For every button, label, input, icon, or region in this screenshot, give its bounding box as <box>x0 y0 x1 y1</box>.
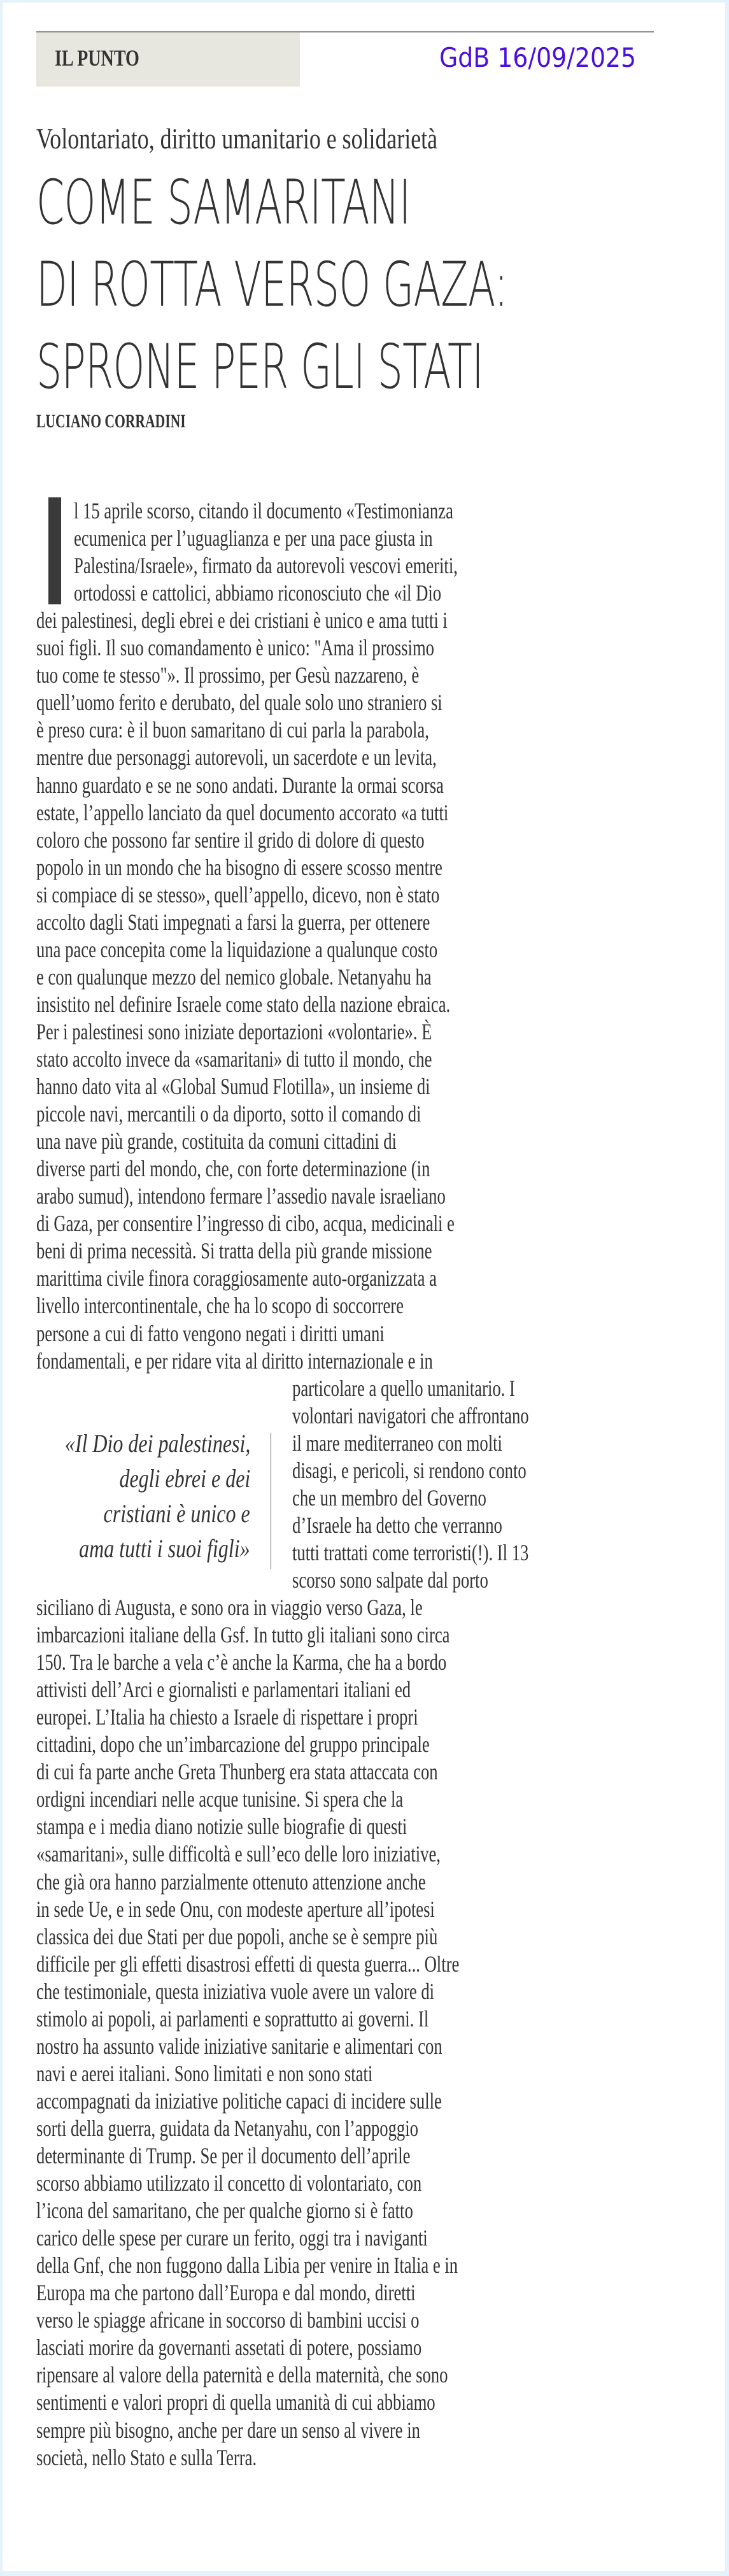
body-line: sentimenti e valori propri di quella umanità di cui abbiamo <box>36 2389 435 2416</box>
headline-line: COME SAMARITANI <box>36 167 411 238</box>
body-line: accompagnati da iniziative politiche capaci di incidere sulle <box>36 2088 442 2114</box>
body-line: una pace concepita come la liquidazione a qualunque costo <box>36 936 438 962</box>
body-line: l’icona del samaritano, che per qualche giorno si è fatto <box>36 2198 413 2224</box>
body-line: sorti della guerra, guidata da Netanyahu, con l’appoggio <box>36 2115 418 2141</box>
body-line: società, nello Stato e sulla Terra. <box>36 2444 257 2470</box>
body-line: classica dei due Stati per due popoli, anche se è sempre più <box>36 1923 438 1949</box>
body-line: attivisti dell’Arci e giornalisti e parlamentari italiani ed <box>36 1677 411 1703</box>
body-line: disagi, e pericoli, si rendono conto <box>292 1457 527 1483</box>
pull-quote-line: degli ebrei e dei <box>119 1464 250 1493</box>
body-line: Per i palestinesi sono iniziate deportazioni «volontarie». È <box>36 1018 432 1044</box>
body-line: 150. Tra le barche a vela c’è anche la Karma, che ha a bordo <box>36 1649 447 1676</box>
body-line: di cui fa parte anche Greta Thunberg era stata attaccata con <box>36 1759 438 1785</box>
body-line: marittima civile finora coraggiosamente auto-organizzata a <box>36 1265 437 1292</box>
body-line: navi e aerei italiani. Sono limitati e non sono stati <box>36 2060 373 2086</box>
body-line: livello intercontinentale, che ha lo scopo di soccorrere <box>36 1293 404 1319</box>
body-line: tuo come te stesso"». Il prossimo, per Gesù nazzareno, è <box>36 662 420 688</box>
body-line: piccole navi, mercantili o da diporto, sotto il comando di <box>36 1101 421 1127</box>
body-line: hanno guardato e se ne sono andati. Durante la ormai scorsa <box>36 772 444 798</box>
body-line: verso le spiagge africane in soccorso di bambini uccisi o <box>36 2307 420 2333</box>
body-line: quell’uomo ferito e derubato, del quale solo uno straniero si <box>36 690 442 716</box>
body-line: Europa ma che partono dall’Europa e dal mondo, diretti <box>36 2280 416 2306</box>
body-line: scorso abbiamo utilizzato il concetto di volontariato, con <box>36 2170 422 2196</box>
body-line: e con qualunque mezzo del nemico globale. Netanyahu ha <box>36 964 432 990</box>
body-line: diverse parti del mondo, che, con forte determinazione (in <box>36 1156 430 1182</box>
body-line: nostro ha assunto valide iniziative sanitarie e alimentari con <box>36 2033 442 2059</box>
body-line: insistito nel definire Israele come stato della nazione ebraica. <box>36 991 451 1017</box>
body-line: hanno dato vita al «Global Sumud Flotilla», un insieme di <box>36 1074 430 1100</box>
body-line: una nave più grande, costituita da comuni cittadini di <box>36 1128 397 1155</box>
body-line: suoi figli. Il suo comandamento è unico: "Ama il prossimo <box>36 635 434 661</box>
body-line: «samaritani», sulle difficoltà e sull’eco delle loro iniziative, <box>36 1841 441 1867</box>
body-line: ordigni incendiari nelle acque tunisine. Si spera che la <box>36 1786 404 1812</box>
body-line: Palestina/Israele», firmato da autorevoli vescovi emeriti, <box>74 553 458 579</box>
body-line: estate, l’appello lanciato da quel documento accorato «a tutti <box>36 799 449 825</box>
body-line: ecumenica per l’uguaglianza e per una pace giusta in <box>74 525 433 551</box>
body-line: che un membro del Governo <box>292 1484 486 1511</box>
date-stamp: GdB 16/09/2025 <box>439 42 637 73</box>
body-line: beni di prima necessità. Si tratta della più grande missione <box>36 1238 432 1264</box>
body-line: sempre più bisogno, anche per dare un senso al vivere in <box>36 2417 420 2443</box>
body-line: mentre due personaggi autorevoli, un sacerdote e un levita, <box>36 744 437 771</box>
body-line: scorso sono salpate dal porto <box>292 1567 488 1593</box>
body-line: d’Israele ha detto che verranno <box>292 1512 502 1538</box>
body-line: volontari navigatori che affrontano <box>292 1402 529 1428</box>
body-line: persone a cui di fatto vengono negati i diritti umani <box>36 1320 385 1346</box>
body-line: ortodossi e cattolici, abbiamo riconosciuto che «il Dio <box>74 580 442 606</box>
body-line: stimolo ai popoli, ai parlamenti e soprattutto ai governi. Il <box>36 2005 429 2032</box>
body-line: si compiace di se stesso», quell’appello, dicevo, non è stato <box>36 881 440 907</box>
body-line: della Gnf, che non fuggono dalla Libia per venire in Italia e in <box>36 2252 458 2279</box>
body-line: determinante di Trump. Se per il documento dell’aprile <box>36 2143 411 2168</box>
byline: LUCIANO CORRADINI <box>36 411 186 432</box>
body-line: accolto dagli Stati impegnati a farsi la guerra, per ottenere <box>36 909 430 935</box>
body-line: difficile per gli effetti disastrosi effetti di questa guerra... Oltre <box>36 1951 460 1977</box>
body-line: siciliano di Augusta, e sono ora in viaggio verso Gaza, le <box>36 1595 423 1620</box>
body-line: in sede Ue, e in sede Onu, con modeste aperture all’ipotesi <box>36 1896 435 1922</box>
pull-quote-line: «Il Dio dei palestinesi, <box>64 1429 250 1458</box>
body-line: che già ora hanno parzialmente ottenuto attenzione anche <box>36 1868 426 1895</box>
body-line: il mare mediterraneo con molti <box>292 1430 502 1456</box>
pull-quote-line: cristiani è unico e <box>103 1499 250 1528</box>
body-line: imbarcazioni italiane della Gsf. In tutto gli italiani sono circa <box>36 1622 450 1648</box>
body-line: che testimoniale, questa iniziativa vuole avere un valore di <box>36 1978 435 2004</box>
drop-cap <box>48 497 61 604</box>
body-line: è preso cura: è il buon samaritano di cui parla la parabola, <box>36 717 429 743</box>
body-line: carico delle spese per curare un ferito, oggi tra i naviganti <box>36 2225 428 2251</box>
body-line: di Gaza, per consentire l’ingresso di cibo, acqua, medicinali e <box>36 1211 455 1237</box>
body-line: arabo sumud), intendono fermare l’assedio navale israeliano <box>36 1183 446 1209</box>
headline-line: DI ROTTA VERSO GAZA: <box>36 249 508 320</box>
body-line: cittadini, dopo che un’imbarcazione del gruppo principale <box>36 1732 430 1758</box>
section-label: IL PUNTO <box>55 45 139 71</box>
body-line: dei palestinesi, degli ebrei e dei cristiani è unico e ama tutti i <box>36 608 448 634</box>
body-line: ripensare al valore della paternità e della maternità, che sono <box>36 2362 448 2388</box>
body-line: lasciati morire da governanti assetati di potere, possiamo <box>36 2335 422 2361</box>
body-line: particolare a quello umanitario. I <box>292 1375 515 1401</box>
body-line: europei. L’Italia ha chiesto a Israele di rispettare i propri <box>36 1704 418 1730</box>
body-line: coloro che possono far sentire il grido di dolore di questo <box>36 827 425 853</box>
headline-line: SPRONE PER GLI STATI <box>36 331 484 402</box>
body-line: popolo in un mondo che ha bisogno di essere scosso mentre <box>36 854 442 880</box>
pull-quote-line: ama tutti i suoi figli» <box>79 1534 250 1563</box>
body-line: fondamentali, e per ridare vita al diritto internazionale e in <box>36 1348 433 1374</box>
body-line: tutti trattati come terroristi(!). Il 13 <box>292 1539 529 1565</box>
body-line: l 15 aprile scorso, citando il documento «Testimonianza <box>74 498 453 523</box>
kicker: Volontariato, diritto umanitario e solidarietà <box>36 122 438 155</box>
body-line: stato accolto invece da «samaritani» di tutto il mondo, che <box>36 1046 432 1072</box>
body-line: stampa e i media diano notizie sulle biografie di questi <box>36 1814 407 1840</box>
